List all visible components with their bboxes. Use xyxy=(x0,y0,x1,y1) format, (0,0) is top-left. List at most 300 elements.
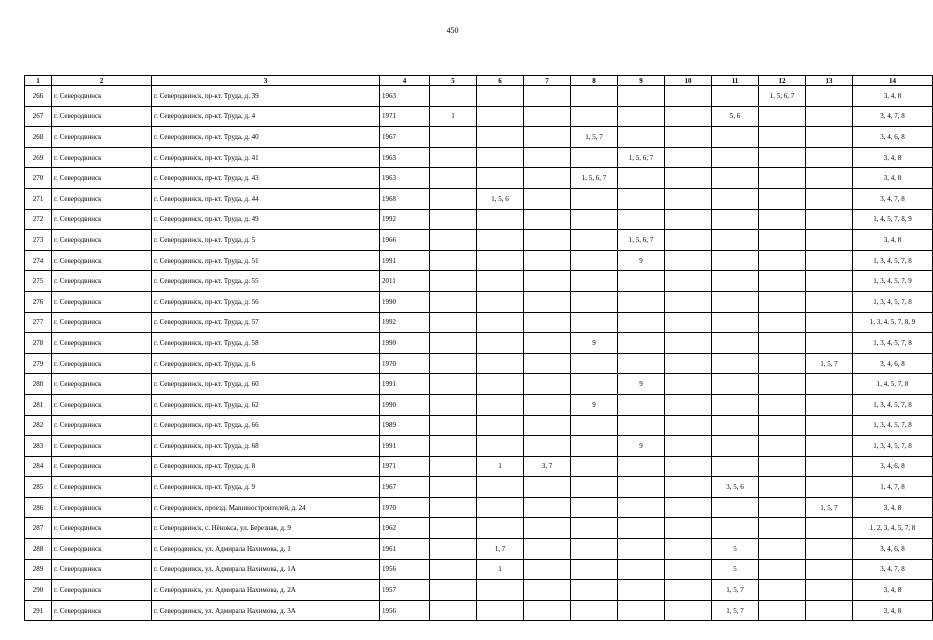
value-cell xyxy=(524,147,571,168)
value-cell xyxy=(477,518,524,539)
table-row xyxy=(25,539,933,560)
value-cell xyxy=(712,456,759,477)
column-header: 10 xyxy=(665,76,712,86)
city-cell: г. Северодвинск xyxy=(52,477,152,498)
column-header: 1 xyxy=(25,76,52,86)
value-cell xyxy=(665,394,712,415)
year-cell: 1992 xyxy=(380,209,430,230)
value-cell xyxy=(806,250,853,271)
value-cell xyxy=(759,333,806,354)
value-cell xyxy=(430,539,477,560)
row-number-cell: 276 xyxy=(25,291,52,312)
value-cell: 1, 3, 4, 5, 7, 8 xyxy=(853,394,933,415)
address-cell: г. Северодвинск, с. Нёнокса, ул. Березная, д. 9 xyxy=(152,518,380,539)
value-cell: 3, 4, 7, 8 xyxy=(853,106,933,127)
value-cell xyxy=(665,559,712,580)
value-cell: 1, 5, 6, 7 xyxy=(618,230,665,251)
year-cell: 1963 xyxy=(380,168,430,189)
value-cell xyxy=(571,353,618,374)
value-cell xyxy=(524,230,571,251)
value-cell xyxy=(759,353,806,374)
value-cell xyxy=(571,559,618,580)
value-cell xyxy=(665,353,712,374)
value-cell xyxy=(665,106,712,127)
value-cell: 1, 2, 3, 4, 5, 7, 8 xyxy=(853,518,933,539)
value-cell xyxy=(712,312,759,333)
value-cell xyxy=(665,436,712,457)
value-cell xyxy=(806,456,853,477)
value-cell xyxy=(430,333,477,354)
value-cell xyxy=(665,456,712,477)
value-cell xyxy=(524,600,571,621)
value-cell xyxy=(571,291,618,312)
value-cell xyxy=(477,436,524,457)
table-row xyxy=(25,353,933,374)
city-cell: г. Северодвинск xyxy=(52,147,152,168)
value-cell xyxy=(759,230,806,251)
value-cell xyxy=(759,374,806,395)
value-cell xyxy=(806,106,853,127)
row-number-cell: 287 xyxy=(25,518,52,539)
year-cell: 1961 xyxy=(380,539,430,560)
value-cell xyxy=(430,86,477,107)
value-cell xyxy=(665,250,712,271)
value-cell xyxy=(665,600,712,621)
value-cell xyxy=(806,580,853,601)
value-cell xyxy=(571,312,618,333)
value-cell xyxy=(430,127,477,148)
year-cell: 1990 xyxy=(380,291,430,312)
address-cell: г. Северодвинск, пр-кт. Труда, д. 66 xyxy=(152,415,380,436)
value-cell xyxy=(430,147,477,168)
table-row xyxy=(25,127,933,148)
value-cell xyxy=(477,477,524,498)
value-cell: 1 xyxy=(477,559,524,580)
value-cell xyxy=(712,271,759,292)
value-cell xyxy=(618,188,665,209)
value-cell: 3, 4, 6, 8 xyxy=(853,539,933,560)
value-cell xyxy=(806,333,853,354)
address-cell: г. Северодвинск, ул. Адмирала Нахимова, д. 2А xyxy=(152,580,380,601)
value-cell xyxy=(665,333,712,354)
table-row xyxy=(25,580,933,601)
address-cell: г. Северодвинск, пр-кт. Труда, д. 56 xyxy=(152,291,380,312)
row-number-cell: 277 xyxy=(25,312,52,333)
value-cell: 9 xyxy=(618,250,665,271)
value-cell xyxy=(571,539,618,560)
value-cell xyxy=(524,539,571,560)
value-cell xyxy=(806,559,853,580)
table-row xyxy=(25,168,933,189)
value-cell xyxy=(665,415,712,436)
table-row xyxy=(25,333,933,354)
value-cell: 1, 5, 7 xyxy=(712,600,759,621)
table-row xyxy=(25,456,933,477)
value-cell xyxy=(524,312,571,333)
value-cell xyxy=(665,127,712,148)
row-number-cell: 289 xyxy=(25,559,52,580)
value-cell xyxy=(571,436,618,457)
year-cell: 1957 xyxy=(380,580,430,601)
value-cell: 9 xyxy=(571,394,618,415)
row-number-cell: 273 xyxy=(25,230,52,251)
value-cell xyxy=(571,477,618,498)
value-cell: 3, 4, 8 xyxy=(853,147,933,168)
value-cell xyxy=(806,415,853,436)
value-cell xyxy=(618,559,665,580)
value-cell xyxy=(712,415,759,436)
value-cell xyxy=(665,497,712,518)
value-cell: 1, 5, 7 xyxy=(806,353,853,374)
city-cell: г. Северодвинск xyxy=(52,456,152,477)
value-cell xyxy=(665,86,712,107)
table-row xyxy=(25,374,933,395)
value-cell xyxy=(759,209,806,230)
address-cell: г. Северодвинск, пр-кт. Труда, д. 8 xyxy=(152,456,380,477)
value-cell xyxy=(618,415,665,436)
value-cell xyxy=(665,580,712,601)
value-cell: 9 xyxy=(618,374,665,395)
year-cell: 1956 xyxy=(380,600,430,621)
value-cell: 1, 5, 6 xyxy=(477,188,524,209)
value-cell: 3, 4, 7, 8 xyxy=(853,188,933,209)
value-cell: 1, 5, 6, 7 xyxy=(571,168,618,189)
year-cell: 1956 xyxy=(380,559,430,580)
value-cell xyxy=(759,456,806,477)
value-cell xyxy=(665,291,712,312)
address-cell: г. Северодвинск, пр-кт. Труда, д. 68 xyxy=(152,436,380,457)
address-cell: г. Северодвинск, пр-кт. Труда, д. 49 xyxy=(152,209,380,230)
value-cell xyxy=(571,188,618,209)
value-cell xyxy=(759,291,806,312)
value-cell xyxy=(477,127,524,148)
value-cell xyxy=(712,497,759,518)
value-cell xyxy=(571,86,618,107)
row-number-cell: 272 xyxy=(25,209,52,230)
year-cell: 1990 xyxy=(380,394,430,415)
value-cell xyxy=(571,415,618,436)
value-cell xyxy=(477,312,524,333)
value-cell xyxy=(806,127,853,148)
year-cell: 1971 xyxy=(380,106,430,127)
table-row xyxy=(25,86,933,107)
table-row xyxy=(25,271,933,292)
row-number-cell: 275 xyxy=(25,271,52,292)
city-cell: г. Северодвинск xyxy=(52,250,152,271)
address-cell: г. Северодвинск, пр-кт. Труда, д. 9 xyxy=(152,477,380,498)
value-cell xyxy=(430,168,477,189)
value-cell xyxy=(618,333,665,354)
table-row xyxy=(25,209,933,230)
city-cell: г. Северодвинск xyxy=(52,106,152,127)
column-header: 11 xyxy=(712,76,759,86)
year-cell: 1963 xyxy=(380,86,430,107)
value-cell xyxy=(524,415,571,436)
value-cell xyxy=(524,394,571,415)
column-header: 6 xyxy=(477,76,524,86)
address-cell: г. Северодвинск, пр-кт. Труда, д. 62 xyxy=(152,394,380,415)
value-cell: 1, 4, 7, 8 xyxy=(853,477,933,498)
value-cell xyxy=(712,250,759,271)
table-row xyxy=(25,188,933,209)
value-cell xyxy=(571,147,618,168)
value-cell xyxy=(618,477,665,498)
value-cell xyxy=(806,271,853,292)
value-cell xyxy=(430,250,477,271)
city-cell: г. Северодвинск xyxy=(52,559,152,580)
value-cell xyxy=(665,188,712,209)
city-cell: г. Северодвинск xyxy=(52,312,152,333)
city-cell: г. Северодвинск xyxy=(52,86,152,107)
value-cell xyxy=(712,209,759,230)
city-cell: г. Северодвинск xyxy=(52,271,152,292)
value-cell xyxy=(524,209,571,230)
value-cell: 1, 3, 4, 5, 7, 9 xyxy=(853,271,933,292)
value-cell xyxy=(524,188,571,209)
value-cell xyxy=(806,230,853,251)
value-cell: 3, 4, 6, 8 xyxy=(853,127,933,148)
value-cell xyxy=(712,127,759,148)
value-cell xyxy=(712,333,759,354)
value-cell xyxy=(618,600,665,621)
value-cell xyxy=(524,291,571,312)
year-cell: 1992 xyxy=(380,312,430,333)
value-cell xyxy=(430,477,477,498)
value-cell xyxy=(618,497,665,518)
value-cell xyxy=(806,539,853,560)
value-cell xyxy=(477,291,524,312)
value-cell xyxy=(477,415,524,436)
value-cell xyxy=(618,580,665,601)
value-cell xyxy=(806,518,853,539)
value-cell: 1, 5, 6, 7 xyxy=(759,86,806,107)
address-cell: г. Северодвинск, проезд. Машиностроителей, д. 24 xyxy=(152,497,380,518)
address-cell: г. Северодвинск, пр-кт. Труда, д. 6 xyxy=(152,353,380,374)
row-number-cell: 291 xyxy=(25,600,52,621)
column-header: 5 xyxy=(430,76,477,86)
table-row xyxy=(25,415,933,436)
value-cell xyxy=(618,394,665,415)
value-cell xyxy=(477,106,524,127)
value-cell xyxy=(759,559,806,580)
row-number-cell: 270 xyxy=(25,168,52,189)
value-cell xyxy=(430,291,477,312)
city-cell: г. Северодвинск xyxy=(52,127,152,148)
value-cell: 3, 4, 8 xyxy=(853,600,933,621)
table-row xyxy=(25,394,933,415)
value-cell xyxy=(618,518,665,539)
table-header-row xyxy=(25,76,933,86)
row-number-cell: 267 xyxy=(25,106,52,127)
column-header: 13 xyxy=(806,76,853,86)
value-cell xyxy=(477,147,524,168)
value-cell xyxy=(571,518,618,539)
value-cell xyxy=(806,394,853,415)
table-row xyxy=(25,147,933,168)
value-cell xyxy=(665,312,712,333)
column-header: 14 xyxy=(853,76,933,86)
value-cell xyxy=(524,271,571,292)
value-cell xyxy=(571,230,618,251)
city-cell: г. Северодвинск xyxy=(52,209,152,230)
value-cell xyxy=(571,209,618,230)
address-cell: г. Северодвинск, пр-кт. Труда, д. 55 xyxy=(152,271,380,292)
city-cell: г. Северодвинск xyxy=(52,374,152,395)
value-cell xyxy=(712,291,759,312)
value-cell xyxy=(665,147,712,168)
value-cell xyxy=(430,209,477,230)
year-cell: 1962 xyxy=(380,518,430,539)
value-cell xyxy=(759,394,806,415)
page-number: 450 xyxy=(446,26,459,35)
value-cell xyxy=(477,374,524,395)
value-cell xyxy=(806,168,853,189)
year-cell: 2011 xyxy=(380,271,430,292)
value-cell xyxy=(806,188,853,209)
value-cell: 1, 4, 5, 7, 8 xyxy=(853,374,933,395)
value-cell xyxy=(524,580,571,601)
value-cell xyxy=(618,209,665,230)
value-cell xyxy=(712,86,759,107)
value-cell xyxy=(618,127,665,148)
row-number-cell: 269 xyxy=(25,147,52,168)
column-header: 2 xyxy=(52,76,152,86)
value-cell xyxy=(571,106,618,127)
value-cell xyxy=(430,353,477,374)
housing-register-table xyxy=(24,75,933,621)
row-number-cell: 268 xyxy=(25,127,52,148)
value-cell xyxy=(477,209,524,230)
value-cell xyxy=(477,353,524,374)
value-cell: 9 xyxy=(618,436,665,457)
row-number-cell: 266 xyxy=(25,86,52,107)
value-cell xyxy=(618,86,665,107)
address-cell: г. Северодвинск, пр-кт. Труда, д. 57 xyxy=(152,312,380,333)
row-number-cell: 280 xyxy=(25,374,52,395)
value-cell xyxy=(477,600,524,621)
value-cell xyxy=(430,230,477,251)
address-cell: г. Северодвинск, пр-кт. Труда, д. 40 xyxy=(152,127,380,148)
value-cell: 1, 3, 4, 5, 7, 8 xyxy=(853,250,933,271)
city-cell: г. Северодвинск xyxy=(52,353,152,374)
year-cell: 1991 xyxy=(380,374,430,395)
value-cell xyxy=(806,312,853,333)
address-cell: г. Северодвинск, пр-кт. Труда, д. 60 xyxy=(152,374,380,395)
year-cell: 1990 xyxy=(380,333,430,354)
table-row xyxy=(25,477,933,498)
value-cell xyxy=(712,168,759,189)
value-cell xyxy=(477,250,524,271)
address-cell: г. Северодвинск, ул. Адмирала Нахимова, д. 3А xyxy=(152,600,380,621)
value-cell xyxy=(665,168,712,189)
value-cell xyxy=(618,456,665,477)
value-cell: 5 xyxy=(712,539,759,560)
value-cell: 3, 4, 8 xyxy=(853,86,933,107)
value-cell xyxy=(759,147,806,168)
address-cell: г. Северодвинск, ул. Адмирала Нахимова, д. 1А xyxy=(152,559,380,580)
city-cell: г. Северодвинск xyxy=(52,539,152,560)
value-cell xyxy=(571,271,618,292)
value-cell xyxy=(806,209,853,230)
value-cell: 5, 6 xyxy=(712,106,759,127)
value-cell xyxy=(712,518,759,539)
value-cell xyxy=(665,209,712,230)
value-cell xyxy=(430,394,477,415)
value-cell xyxy=(806,147,853,168)
year-cell: 1968 xyxy=(380,188,430,209)
year-cell: 1991 xyxy=(380,436,430,457)
value-cell: 3, 4, 8 xyxy=(853,580,933,601)
address-cell: г. Северодвинск, пр-кт. Труда, д. 39 xyxy=(152,86,380,107)
year-cell: 1963 xyxy=(380,147,430,168)
table-row xyxy=(25,518,933,539)
value-cell xyxy=(477,230,524,251)
city-cell: г. Северодвинск xyxy=(52,188,152,209)
table-row xyxy=(25,230,933,251)
value-cell xyxy=(665,477,712,498)
value-cell xyxy=(759,600,806,621)
value-cell xyxy=(712,147,759,168)
city-cell: г. Северодвинск xyxy=(52,168,152,189)
value-cell xyxy=(524,374,571,395)
value-cell xyxy=(477,580,524,601)
column-header: 4 xyxy=(380,76,430,86)
value-cell xyxy=(477,86,524,107)
value-cell xyxy=(759,271,806,292)
city-cell: г. Северодвинск xyxy=(52,518,152,539)
value-cell: 5 xyxy=(712,559,759,580)
value-cell xyxy=(618,291,665,312)
value-cell xyxy=(430,580,477,601)
city-cell: г. Северодвинск xyxy=(52,497,152,518)
value-cell xyxy=(524,333,571,354)
value-cell xyxy=(759,580,806,601)
value-cell xyxy=(806,291,853,312)
table-row xyxy=(25,600,933,621)
value-cell xyxy=(477,168,524,189)
row-number-cell: 279 xyxy=(25,353,52,374)
value-cell: 1 xyxy=(477,456,524,477)
value-cell xyxy=(571,250,618,271)
row-number-cell: 288 xyxy=(25,539,52,560)
value-cell xyxy=(430,497,477,518)
value-cell xyxy=(618,168,665,189)
year-cell: 1991 xyxy=(380,250,430,271)
address-cell: г. Северодвинск, пр-кт. Труда, д. 41 xyxy=(152,147,380,168)
value-cell xyxy=(759,518,806,539)
address-cell: г. Северодвинск, пр-кт. Труда, д. 4 xyxy=(152,106,380,127)
value-cell xyxy=(712,188,759,209)
row-number-cell: 285 xyxy=(25,477,52,498)
value-cell xyxy=(524,518,571,539)
city-cell: г. Северодвинск xyxy=(52,436,152,457)
value-cell xyxy=(712,353,759,374)
value-cell xyxy=(571,600,618,621)
city-cell: г. Северодвинск xyxy=(52,415,152,436)
column-header: 7 xyxy=(524,76,571,86)
value-cell xyxy=(571,580,618,601)
year-cell: 1989 xyxy=(380,415,430,436)
value-cell xyxy=(430,188,477,209)
value-cell xyxy=(759,477,806,498)
value-cell xyxy=(524,353,571,374)
value-cell xyxy=(806,374,853,395)
value-cell: 3, 5, 6 xyxy=(712,477,759,498)
value-cell: 3, 4, 8 xyxy=(853,230,933,251)
value-cell xyxy=(430,559,477,580)
value-cell xyxy=(759,539,806,560)
value-cell xyxy=(524,106,571,127)
